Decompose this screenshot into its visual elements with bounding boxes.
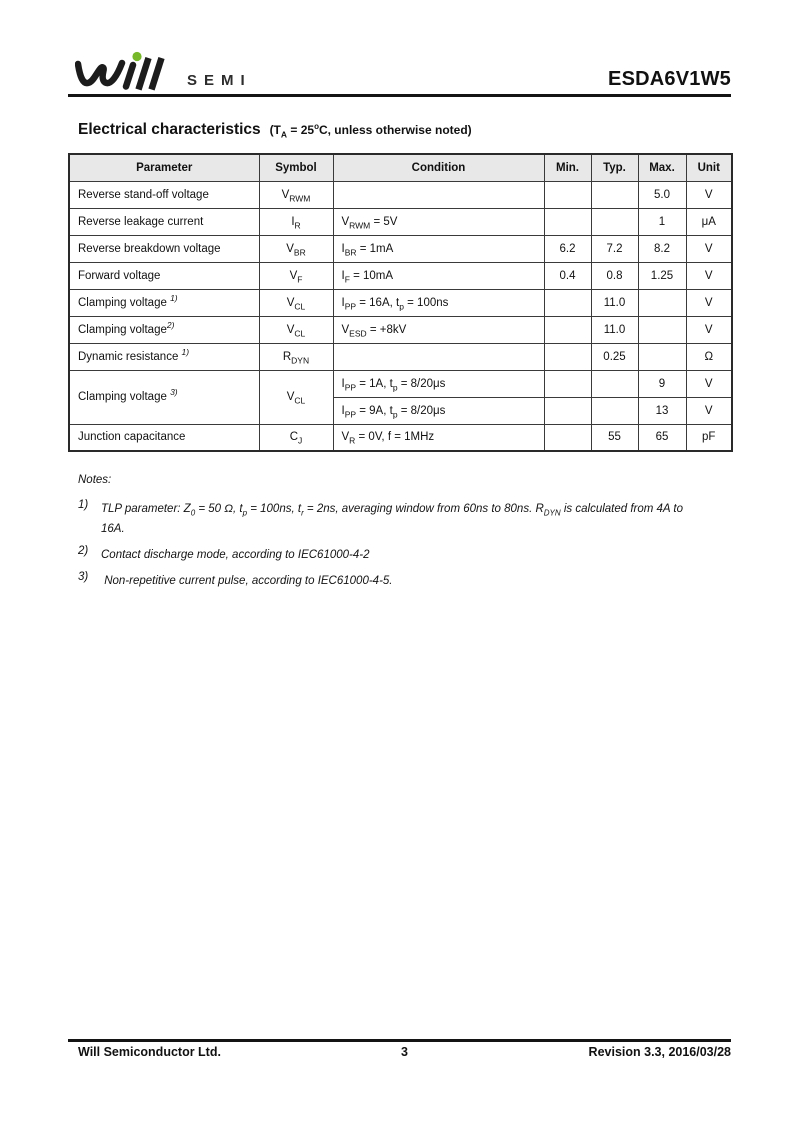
cell-unit: V xyxy=(686,397,732,424)
cell-condition: $V_{RWM} = 5V$ xyxy=(333,208,544,235)
notes-section xyxy=(78,474,731,591)
cell-typ xyxy=(591,181,638,208)
willsemi-logo-icon xyxy=(75,50,177,92)
cell-unit: Ω xyxy=(686,343,732,370)
cell-symbol: $V_{CL}$ xyxy=(259,316,333,343)
note-item xyxy=(78,499,731,539)
column-header-min: Min. xyxy=(544,154,591,181)
note-number: 3) xyxy=(78,571,89,583)
cell-parameter: Junction capacitance xyxy=(69,424,259,451)
note-text: TLP parameter: $Z_0 = 50$ Ω, $t_p = 100ns$, $t_r = 2ns$, averaging window from 60ns to 80ns. $R_{DYN}$ is calculated from 4A to 16A. xyxy=(101,503,683,535)
cell-min: 6.2 xyxy=(544,235,591,262)
cell-symbol: $V_F$ xyxy=(259,262,333,289)
cell-min xyxy=(544,316,591,343)
logo-green-dot xyxy=(132,52,141,61)
cell-symbol: $V_{BR}$ xyxy=(259,235,333,262)
note-number: 1) xyxy=(78,499,89,511)
note-text: Contact discharge mode, according to IEC61000-4-2 xyxy=(101,549,370,561)
section-title-main: Electrical characteristics xyxy=(78,121,261,138)
cell-typ xyxy=(591,397,638,424)
cell-parameter: Clamping voltage$^{2)}$ xyxy=(69,316,259,343)
note-item xyxy=(78,545,731,565)
cell-max: 1 xyxy=(638,208,686,235)
column-header-parameter: Parameter xyxy=(69,154,259,181)
cell-condition xyxy=(333,181,544,208)
table-row xyxy=(69,289,732,316)
cell-symbol: $R_{DYN}$ xyxy=(259,343,333,370)
cell-condition: $I_{PP} = 1A$, $t_p = 8/20\mu s$ xyxy=(333,370,544,397)
cell-typ xyxy=(591,208,638,235)
cell-unit: V xyxy=(686,181,732,208)
cell-parameter: Clamping voltage $^{3)}$ xyxy=(69,370,259,424)
cell-symbol: $V_{CL}$ xyxy=(259,370,333,424)
cell-parameter: Reverse leakage current xyxy=(69,208,259,235)
cell-typ xyxy=(591,370,638,397)
cell-symbol: $V_{CL}$ xyxy=(259,289,333,316)
cell-min xyxy=(544,343,591,370)
doc-header xyxy=(68,50,731,92)
table-header-row xyxy=(69,154,732,181)
logo-semi-text: SEMI xyxy=(187,72,252,89)
willsemi-logo xyxy=(68,50,252,92)
table-header xyxy=(69,154,732,181)
cell-unit: V xyxy=(686,262,732,289)
cell-max xyxy=(638,316,686,343)
cell-typ: 0.25 xyxy=(591,343,638,370)
cell-parameter: Forward voltage xyxy=(69,262,259,289)
cell-symbol: $C_J$ xyxy=(259,424,333,451)
column-header-condition: Condition xyxy=(333,154,544,181)
cell-typ: 11.0 xyxy=(591,316,638,343)
cell-unit: V xyxy=(686,235,732,262)
cell-unit: pF xyxy=(686,424,732,451)
cell-symbol: $I_R$ xyxy=(259,208,333,235)
cell-min xyxy=(544,424,591,451)
cell-typ: 11.0 xyxy=(591,289,638,316)
table-row xyxy=(69,262,732,289)
footer-revision: Revision 3.3, 2016/03/28 xyxy=(588,1045,732,1059)
cell-condition: $I_{BR} = 1mA$ xyxy=(333,235,544,262)
cell-symbol: $V_{RWM}$ xyxy=(259,181,333,208)
section-title-condition: ($T_A = 25^oC$, unless otherwise noted) xyxy=(269,122,472,140)
note-number: 2) xyxy=(78,545,89,557)
cell-parameter: Reverse stand-off voltage xyxy=(69,181,259,208)
cell-unit: V xyxy=(686,316,732,343)
cell-min xyxy=(544,208,591,235)
note-text: Non-repetitive current pulse, according to IEC61000-4-5. xyxy=(101,575,393,587)
note-item xyxy=(78,571,731,591)
column-header-typ: Typ. xyxy=(591,154,638,181)
cell-condition: $I_{PP} = 16A$, $t_p = 100ns$ xyxy=(333,289,544,316)
cell-unit: V xyxy=(686,370,732,397)
cell-min xyxy=(544,181,591,208)
column-header-symbol: Symbol xyxy=(259,154,333,181)
footer-page-number: 3 xyxy=(401,1045,408,1059)
cell-typ: 55 xyxy=(591,424,638,451)
cell-typ: 0.8 xyxy=(591,262,638,289)
cell-max: 8.2 xyxy=(638,235,686,262)
column-header-unit: Unit xyxy=(686,154,732,181)
cell-parameter: Reverse breakdown voltage xyxy=(69,235,259,262)
cell-parameter: Clamping voltage $^{1)}$ xyxy=(69,289,259,316)
cell-max xyxy=(638,289,686,316)
doc-footer xyxy=(68,1039,731,1059)
part-number: ESDA6V1W5 xyxy=(608,68,731,90)
footer-company: Will Semiconductor Ltd. xyxy=(78,1045,221,1059)
cell-max: 65 xyxy=(638,424,686,451)
table-row xyxy=(69,424,732,451)
table-row xyxy=(69,343,732,370)
cell-max: 13 xyxy=(638,397,686,424)
section-title xyxy=(78,105,731,142)
cell-parameter: Dynamic resistance $^{1)}$ xyxy=(69,343,259,370)
cell-max xyxy=(638,343,686,370)
cell-condition: $I_{PP} = 9A$, $t_p = 8/20\mu s$ xyxy=(333,397,544,424)
table-row xyxy=(69,181,732,208)
table-row xyxy=(69,235,732,262)
cell-unit: μA xyxy=(686,208,732,235)
notes-title: Notes: xyxy=(78,474,112,486)
table-row xyxy=(69,370,732,397)
cell-min: 0.4 xyxy=(544,262,591,289)
cell-max: 9 xyxy=(638,370,686,397)
column-header-max: Max. xyxy=(638,154,686,181)
cell-min xyxy=(544,370,591,397)
cell-min xyxy=(544,289,591,316)
cell-min xyxy=(544,397,591,424)
cell-condition xyxy=(333,343,544,370)
cell-unit: V xyxy=(686,289,732,316)
table-row xyxy=(69,208,732,235)
cell-typ: 7.2 xyxy=(591,235,638,262)
cell-max: 1.25 xyxy=(638,262,686,289)
notes-list xyxy=(78,499,731,591)
cell-condition: $V_{ESD} = +8kV$ xyxy=(333,316,544,343)
cell-condition: $I_F = 10mA$ xyxy=(333,262,544,289)
table-row xyxy=(69,316,732,343)
electrical-characteristics-table xyxy=(68,153,733,452)
header-rule xyxy=(68,94,731,97)
cell-condition: $V_R = 0V$, f = 1MHz xyxy=(333,424,544,451)
cell-max: 5.0 xyxy=(638,181,686,208)
